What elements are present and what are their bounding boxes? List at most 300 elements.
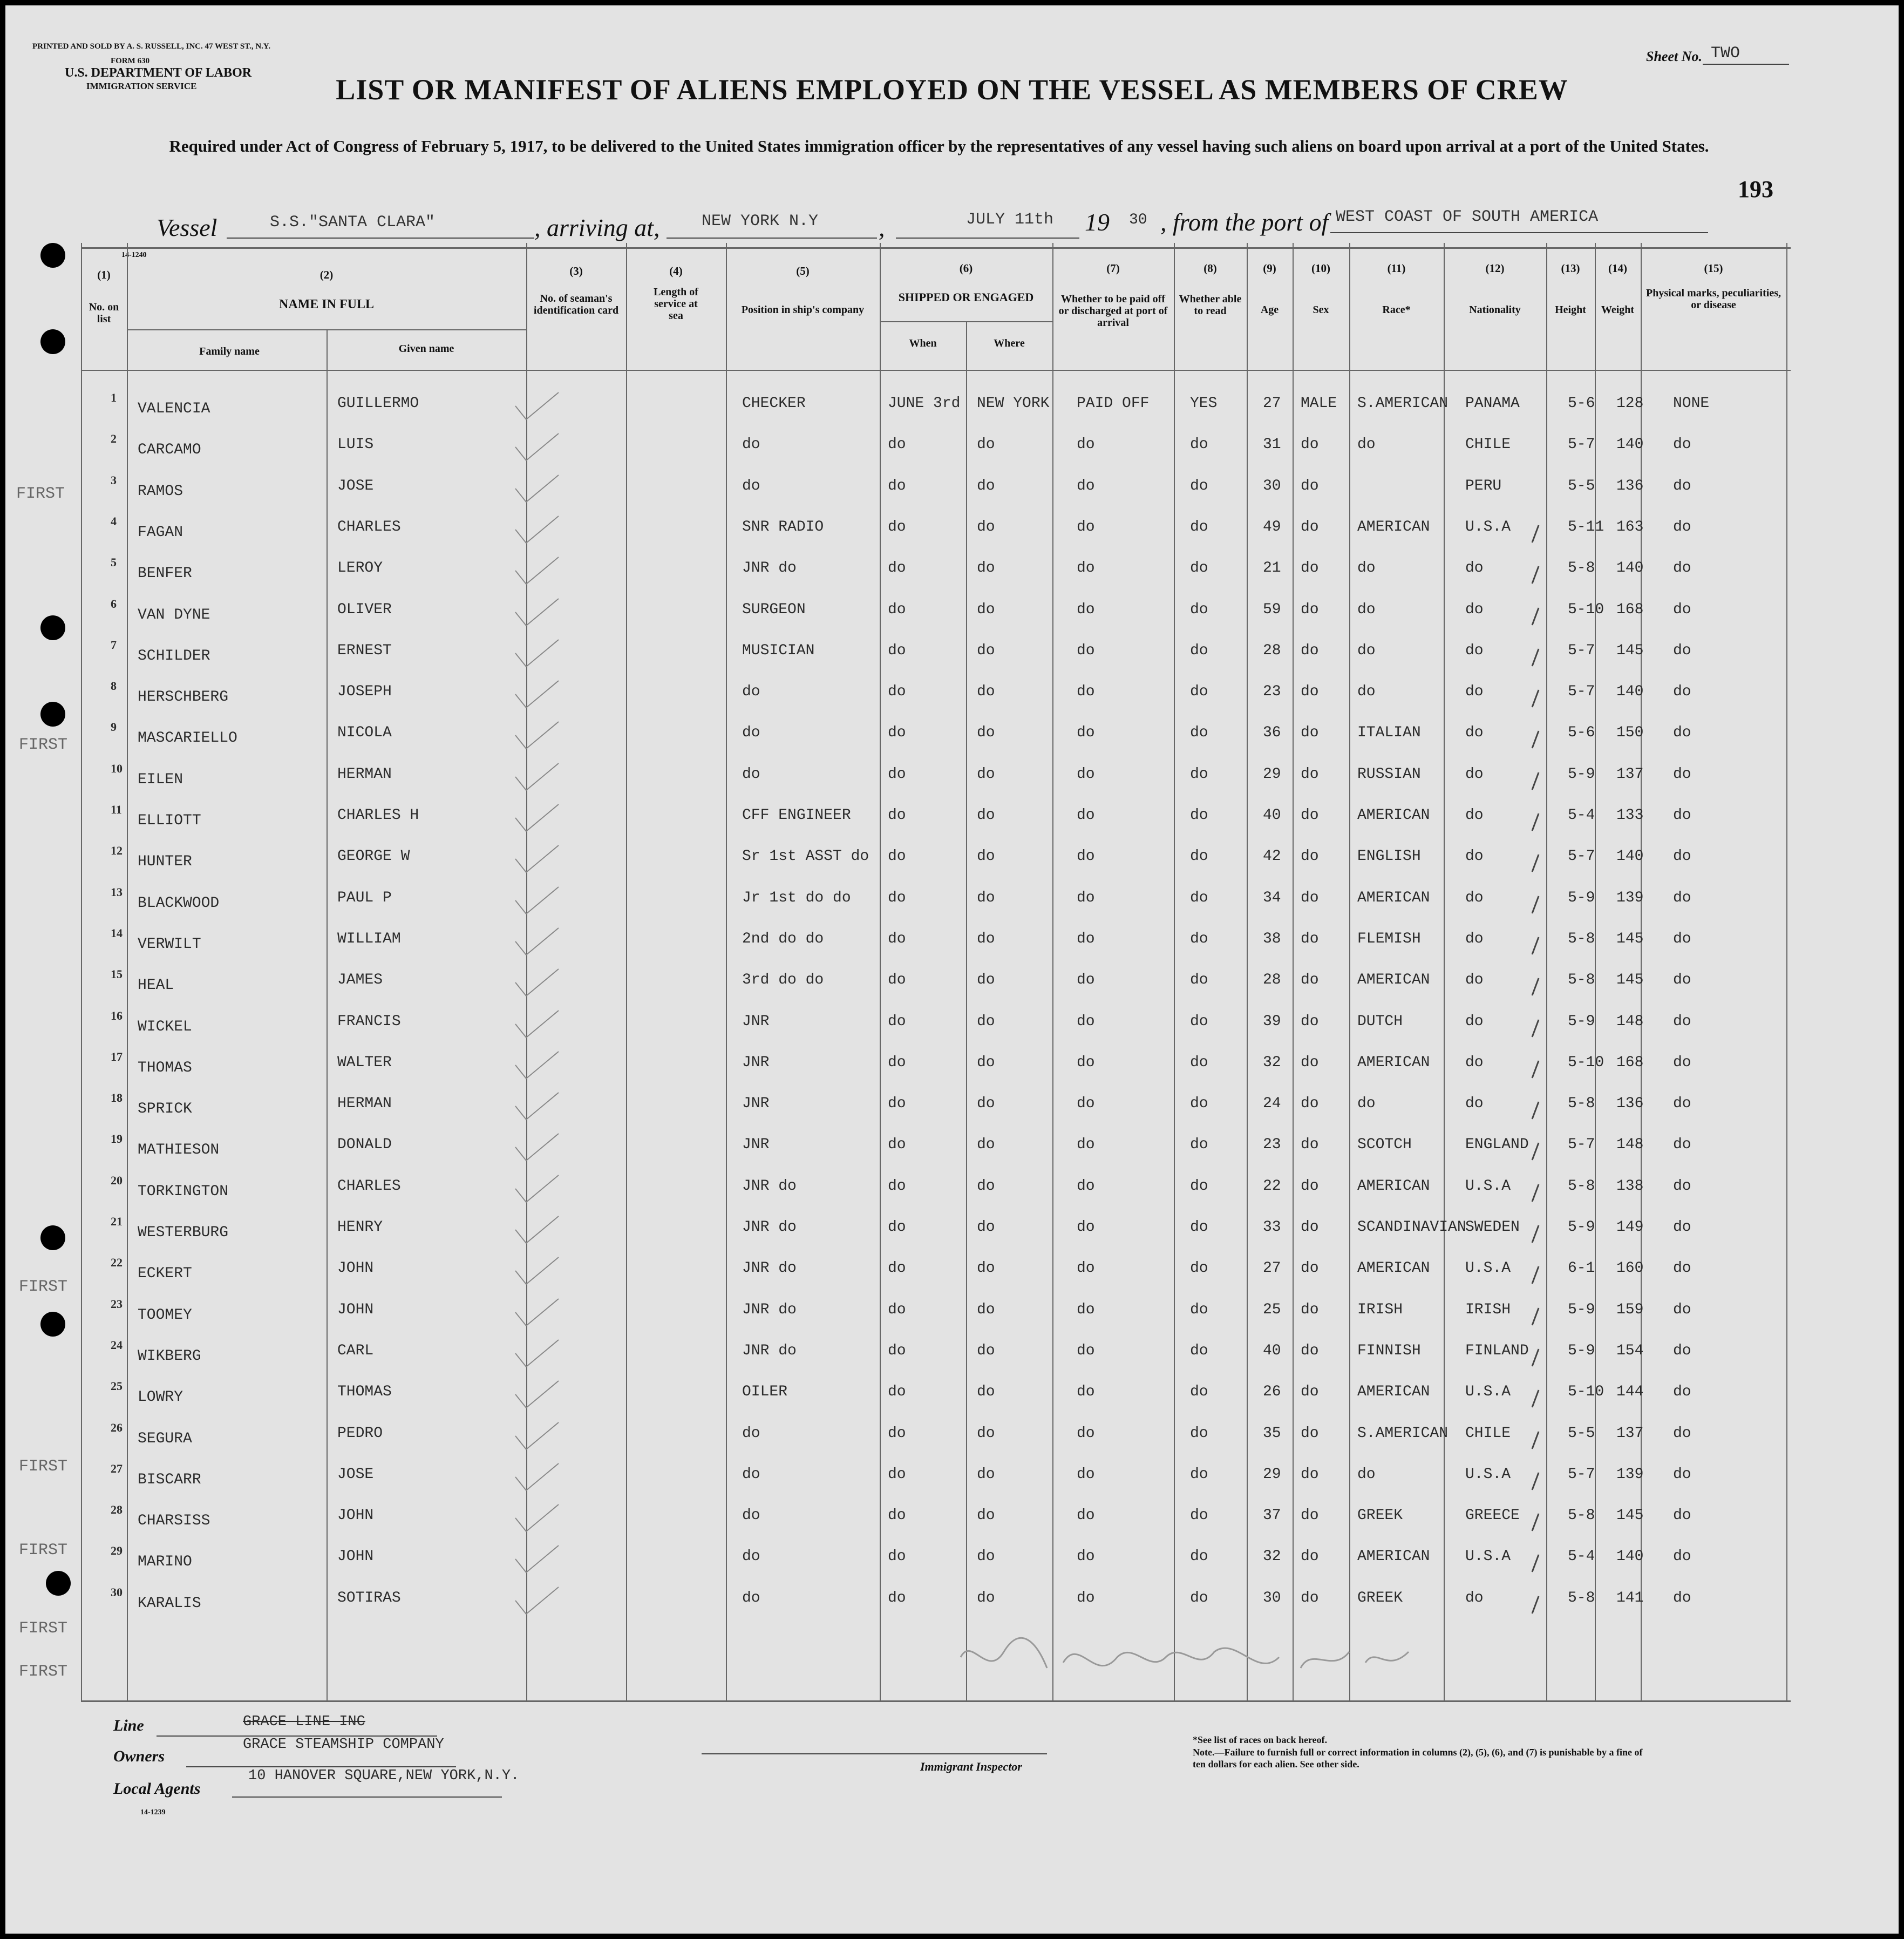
row-number: 5 (111, 555, 117, 569)
age: 23 (1263, 1136, 1281, 1153)
weight: 163 (1616, 519, 1644, 535)
row-number: 18 (111, 1091, 123, 1104)
shipped-where: do (977, 1013, 995, 1030)
table-row (5, 1297, 1899, 1341)
check-mark-icon (513, 1337, 561, 1369)
form-number: FORM 630 (111, 57, 150, 65)
shipped-where: do (977, 1425, 995, 1442)
check-mark-icon (513, 1213, 561, 1246)
position: do (742, 1425, 760, 1442)
check-mark-icon (513, 554, 561, 587)
able-to-read: do (1190, 1178, 1208, 1195)
nationality: U.S.A (1465, 1548, 1511, 1565)
nationality: do (1465, 642, 1484, 659)
race: GREEK (1357, 1590, 1403, 1606)
check-mark-icon (513, 390, 561, 422)
race: do (1357, 683, 1376, 700)
weight: 140 (1616, 683, 1644, 700)
shipped-where: do (977, 478, 995, 494)
row-number: 4 (111, 514, 117, 528)
weight: 140 (1616, 560, 1644, 577)
race: do (1357, 436, 1376, 453)
row-number: 17 (111, 1050, 123, 1063)
check-mark-icon (513, 431, 561, 463)
table-row (5, 967, 1899, 1012)
col-number: (3) (569, 265, 583, 277)
race: AMERICAN (1357, 807, 1430, 824)
physical-marks: do (1673, 519, 1691, 535)
weight: 149 (1616, 1219, 1644, 1236)
check-mark-icon (513, 513, 561, 546)
table-row (5, 926, 1899, 971)
shipped-where: do (977, 1343, 995, 1359)
table-row (5, 638, 1899, 682)
family-name: KARALIS (138, 1595, 201, 1612)
shipped-when: do (888, 436, 906, 453)
shipped-when: do (888, 1466, 906, 1483)
family-name: BLACKWOOD (138, 895, 220, 912)
nationality: U.S.A (1465, 1178, 1511, 1195)
physical-marks: do (1673, 601, 1691, 618)
race: IRISH (1357, 1301, 1403, 1318)
nationality: SWEDEN (1465, 1219, 1520, 1236)
col-header-race: Race* (1382, 304, 1411, 316)
given-name: WALTER (337, 1054, 392, 1071)
age: 23 (1263, 683, 1281, 700)
height: 5-8 (1568, 972, 1595, 988)
col-header-physical: Physical marks, peculiarities, or disease (1646, 287, 1781, 311)
row-number: 10 (111, 762, 123, 775)
row-number: 26 (111, 1421, 123, 1434)
inspector-label: Immigrant Inspector (920, 1760, 1022, 1773)
row-number: 24 (111, 1338, 123, 1352)
age: 36 (1263, 724, 1281, 741)
sex: do (1301, 519, 1319, 535)
nationality: do (1465, 931, 1484, 947)
shipped-where: do (977, 807, 995, 824)
shipped-where: do (977, 642, 995, 659)
able-to-read: do (1190, 436, 1208, 453)
position: 3rd do do (742, 972, 824, 988)
sex: do (1301, 931, 1319, 947)
height: 5-8 (1568, 1178, 1595, 1195)
col-number: (2) (319, 268, 334, 281)
physical-marks: do (1673, 890, 1691, 906)
height: 5-8 (1568, 1507, 1595, 1524)
table-row (5, 1174, 1899, 1218)
row-number: 20 (111, 1174, 123, 1187)
table-row (5, 514, 1899, 559)
table-row (5, 1256, 1899, 1300)
family-name: MASCARIELLO (138, 730, 237, 747)
physical-marks: do (1673, 807, 1691, 824)
shipped-where: do (977, 1466, 995, 1483)
given-name: THOMAS (337, 1384, 392, 1400)
given-name: JOSE (337, 1466, 374, 1483)
shipped-where: do (977, 436, 995, 453)
physical-marks: do (1673, 1507, 1691, 1524)
shipped-where: do (977, 1178, 995, 1195)
nationality: do (1465, 683, 1484, 700)
shipped-when: do (888, 1219, 906, 1236)
age: 28 (1263, 642, 1281, 659)
nationality: PERU (1465, 478, 1502, 494)
weight: 145 (1616, 931, 1644, 947)
punch-hole (40, 329, 65, 354)
shipped-where: do (977, 724, 995, 741)
physical-marks: do (1673, 1343, 1691, 1359)
family-name: TORKINGTON (138, 1183, 229, 1200)
row-number: 11 (111, 803, 122, 816)
col-number: (15) (1704, 262, 1723, 275)
age: 35 (1263, 1425, 1281, 1442)
check-mark-icon (513, 1461, 561, 1493)
weight: 139 (1616, 1466, 1644, 1483)
weight: 148 (1616, 1013, 1644, 1030)
table-row (5, 679, 1899, 723)
shipped-where: do (977, 519, 995, 535)
weight: 141 (1616, 1590, 1644, 1606)
table-row (5, 1132, 1899, 1176)
position: JNR do (742, 1178, 797, 1195)
col-number: (10) (1311, 262, 1330, 275)
header-bottom-rule (81, 370, 1791, 371)
paid-off: do (1077, 519, 1095, 535)
paid-off: do (1077, 972, 1095, 988)
col-header-seaman-id: No. of seaman's identification card (533, 293, 619, 316)
col-header-paid-off: Whether to be paid off or discharged at port of arrival (1058, 293, 1168, 329)
paid-off: do (1077, 1054, 1095, 1071)
family-name: VERWILT (138, 936, 201, 953)
row-number: 8 (111, 679, 117, 693)
margin-stamp: FIRST (19, 1457, 68, 1476)
table-row (5, 885, 1899, 930)
family-name: MATHIESON (138, 1142, 220, 1158)
shipped-when: do (888, 1013, 906, 1030)
punch-hole (40, 243, 65, 268)
position: Jr 1st do do (742, 890, 851, 906)
physical-marks: do (1673, 1178, 1691, 1195)
able-to-read: do (1190, 1384, 1208, 1400)
nationality: U.S.A (1465, 519, 1511, 535)
row-number: 27 (111, 1462, 123, 1475)
table-row (5, 720, 1899, 764)
paid-off: do (1077, 1590, 1095, 1606)
position: JNR (742, 1136, 770, 1153)
tally-mark-icon (1530, 1306, 1541, 1327)
given-name: CHARLES H (337, 807, 419, 824)
page-number: 193 (1738, 176, 1773, 202)
shipped-when: do (888, 478, 906, 494)
weight: 145 (1616, 972, 1644, 988)
tally-mark-icon (1530, 1388, 1541, 1409)
given-name: DONALD (337, 1136, 392, 1153)
line-value: GRACE LINE INC (243, 1714, 365, 1730)
table-row (5, 1338, 1899, 1382)
sex: do (1301, 1136, 1319, 1153)
department-name: U.S. DEPARTMENT OF LABOR (65, 66, 252, 80)
able-to-read: do (1190, 519, 1208, 535)
tally-mark-icon (1530, 1018, 1541, 1039)
able-to-read: do (1190, 1425, 1208, 1442)
col-header-when: When (909, 337, 937, 349)
tally-mark-icon (1530, 647, 1541, 668)
year-suffix: 30 (1129, 212, 1147, 228)
race: AMERICAN (1357, 890, 1430, 906)
owners-label: Owners (113, 1747, 165, 1765)
row-number: 19 (111, 1132, 123, 1145)
given-name: FRANCIS (337, 1013, 401, 1030)
nationality: do (1465, 601, 1484, 618)
position: OILER (742, 1384, 788, 1400)
sex: do (1301, 972, 1319, 988)
physical-marks: do (1673, 1590, 1691, 1606)
age: 32 (1263, 1548, 1281, 1565)
weight: 148 (1616, 1136, 1644, 1153)
table-row (5, 597, 1899, 641)
position: do (742, 1548, 760, 1565)
weight: 140 (1616, 436, 1644, 453)
col-header-no: No. on list (89, 301, 119, 325)
paid-off: do (1077, 1466, 1095, 1483)
tally-mark-icon (1530, 1141, 1541, 1162)
tally-mark-icon (1530, 852, 1541, 874)
height: 5-7 (1568, 642, 1595, 659)
sex: do (1301, 1013, 1319, 1030)
paid-off: do (1077, 1013, 1095, 1030)
age: 39 (1263, 1013, 1281, 1030)
nationality: U.S.A (1465, 1260, 1511, 1277)
given-name: JOHN (337, 1507, 374, 1524)
able-to-read: do (1190, 890, 1208, 906)
weight: 168 (1616, 601, 1644, 618)
col-header-able-read: Whether able to read (1179, 293, 1242, 317)
row-number: 9 (111, 720, 117, 734)
sex: do (1301, 1178, 1319, 1195)
age: 40 (1263, 807, 1281, 824)
position: do (742, 1466, 760, 1483)
row-number: 28 (111, 1503, 123, 1516)
race: FLEMISH (1357, 931, 1421, 947)
form-subtitle: Required under Act of Congress of February 5, 1917, to be delivered to the United States immigration officer by the representatives of any vessel having such aliens on board upon arrival at a port of the United States. (169, 137, 1709, 155)
physical-marks: do (1673, 972, 1691, 988)
tally-mark-icon (1530, 1594, 1541, 1616)
shipped-when: do (888, 1260, 906, 1277)
able-to-read: do (1190, 1136, 1208, 1153)
shipped-where: do (977, 1219, 995, 1236)
nationality: do (1465, 890, 1484, 906)
shipped-where: do (977, 1548, 995, 1565)
shipped-when: do (888, 807, 906, 824)
weight: 140 (1616, 1548, 1644, 1565)
height: 5-8 (1568, 1590, 1595, 1606)
table-row (5, 1544, 1899, 1588)
shipped-when: do (888, 931, 906, 947)
physical-marks: do (1673, 1301, 1691, 1318)
tally-mark-icon (1530, 1470, 1541, 1492)
position: do (742, 683, 760, 700)
shipped-where: do (977, 848, 995, 865)
table-top-border (81, 247, 1791, 249)
able-to-read: do (1190, 601, 1208, 618)
nationality: do (1465, 807, 1484, 824)
shipped-where: do (977, 601, 995, 618)
nationality: FINLAND (1465, 1343, 1529, 1359)
height: 5-10 (1568, 1054, 1604, 1071)
able-to-read: do (1190, 1301, 1208, 1318)
col-header-family: Family name (199, 345, 260, 357)
family-name: CARCAMO (138, 442, 201, 458)
col-header-name: NAME IN FULL (278, 297, 374, 311)
check-mark-icon (513, 966, 561, 999)
margin-stamp: FIRST (16, 485, 65, 503)
position: JNR (742, 1013, 770, 1030)
sex: do (1301, 1384, 1319, 1400)
weight: 159 (1616, 1301, 1644, 1318)
col-number: (14) (1608, 262, 1627, 275)
race: FINNISH (1357, 1343, 1421, 1359)
shipped-when: JUNE 3rd (888, 395, 961, 412)
shipped-where: do (977, 890, 995, 906)
tally-mark-icon (1530, 1182, 1541, 1204)
shipped-when: do (888, 1301, 906, 1318)
position: JNR (742, 1095, 770, 1112)
family-name: HEAL (138, 977, 174, 994)
weight: 150 (1616, 724, 1644, 741)
nationality: CHILE (1465, 436, 1511, 453)
col-number: (5) (796, 265, 810, 277)
family-name: RAMOS (138, 483, 183, 500)
age: 27 (1263, 395, 1281, 412)
shipped-when: do (888, 972, 906, 988)
shipped-when: do (888, 1136, 906, 1153)
shipped-where: NEW YORK (977, 395, 1050, 412)
shipped-when: do (888, 724, 906, 741)
able-to-read: do (1190, 1507, 1208, 1524)
tally-mark-icon (1530, 894, 1541, 916)
col-number: (12) (1485, 262, 1505, 275)
position: do (742, 1507, 760, 1524)
able-to-read: do (1190, 931, 1208, 947)
table-row (5, 844, 1899, 888)
nationality: do (1465, 1590, 1484, 1606)
table-row (5, 1009, 1899, 1053)
row-number: 15 (111, 967, 123, 981)
shipped-when: do (888, 601, 906, 618)
given-name: WILLIAM (337, 931, 401, 947)
shipped-when: do (888, 1343, 906, 1359)
age: 38 (1263, 931, 1281, 947)
line-label: Line (113, 1717, 144, 1734)
physical-marks: do (1673, 724, 1691, 741)
age: 29 (1263, 766, 1281, 783)
able-to-read: do (1190, 1590, 1208, 1606)
physical-marks: do (1673, 766, 1691, 783)
row-number: 21 (111, 1215, 123, 1228)
height: 5-6 (1568, 395, 1595, 412)
family-name: TOOMEY (138, 1307, 192, 1324)
check-mark-icon (513, 843, 561, 875)
col-number: (4) (669, 265, 683, 277)
table-row (5, 762, 1899, 806)
position: CFF ENGINEER (742, 807, 851, 824)
tally-mark-icon (1530, 1429, 1541, 1451)
weight: 154 (1616, 1343, 1644, 1359)
weight: 145 (1616, 1507, 1644, 1524)
shipped-where: do (977, 972, 995, 988)
family-name: EILEN (138, 771, 183, 788)
nationality: U.S.A (1465, 1384, 1511, 1400)
sex: do (1301, 436, 1319, 453)
table-row (5, 803, 1899, 847)
sex: do (1301, 1548, 1319, 1565)
check-mark-icon (513, 1049, 561, 1081)
owners-value: GRACE STEAMSHIP COMPANY (243, 1737, 444, 1753)
position: CHECKER (742, 395, 806, 412)
tally-mark-icon (1530, 1552, 1541, 1574)
given-name: SOTIRAS (337, 1590, 401, 1606)
nationality: GREECE (1465, 1507, 1520, 1524)
col-header-length: Length of service at sea (654, 286, 698, 322)
physical-marks: do (1673, 848, 1691, 865)
shipped-when: do (888, 1095, 906, 1112)
paid-off: do (1077, 683, 1095, 700)
given-name: HERMAN (337, 766, 392, 783)
height: 5-5 (1568, 478, 1595, 494)
able-to-read: do (1190, 683, 1208, 700)
height: 5-6 (1568, 724, 1595, 741)
paid-off: do (1077, 766, 1095, 783)
row-number: 25 (111, 1379, 123, 1393)
comma-separator: , (879, 214, 885, 241)
arriving-port: NEW YORK N.Y (702, 212, 819, 230)
paid-off: do (1077, 807, 1095, 824)
height: 5-11 (1568, 519, 1604, 535)
age: 25 (1263, 1301, 1281, 1318)
sex: do (1301, 807, 1319, 824)
race: AMERICAN (1357, 972, 1430, 988)
weight: 160 (1616, 1260, 1644, 1277)
paid-off: do (1077, 724, 1095, 741)
sex: do (1301, 1425, 1319, 1442)
weight: 136 (1616, 1095, 1644, 1112)
given-name: ERNEST (337, 642, 392, 659)
able-to-read: do (1190, 1548, 1208, 1565)
paid-off: PAID OFF (1077, 395, 1150, 412)
nationality: U.S.A (1465, 1466, 1511, 1483)
nationality: do (1465, 1013, 1484, 1030)
race: GREEK (1357, 1507, 1403, 1524)
sex: do (1301, 1507, 1319, 1524)
service-name: IMMIGRATION SERVICE (86, 81, 197, 91)
vessel-underline (227, 238, 534, 239)
shipped-where: do (977, 1590, 995, 1606)
weight: 139 (1616, 890, 1644, 906)
physical-marks: NONE (1673, 395, 1710, 412)
tally-mark-icon (1530, 1059, 1541, 1080)
given-name: HENRY (337, 1219, 383, 1236)
height: 5-9 (1568, 1013, 1595, 1030)
tally-mark-icon (1530, 564, 1541, 586)
position: JNR do (742, 1343, 797, 1359)
from-port-label: , from the port of (1160, 208, 1329, 236)
height: 5-8 (1568, 560, 1595, 577)
position: do (742, 1590, 760, 1606)
paid-off: do (1077, 1301, 1095, 1318)
row-number: 14 (111, 926, 123, 940)
family-name: HERSCHBERG (138, 689, 229, 706)
margin-stamp: FIRST (19, 736, 68, 754)
